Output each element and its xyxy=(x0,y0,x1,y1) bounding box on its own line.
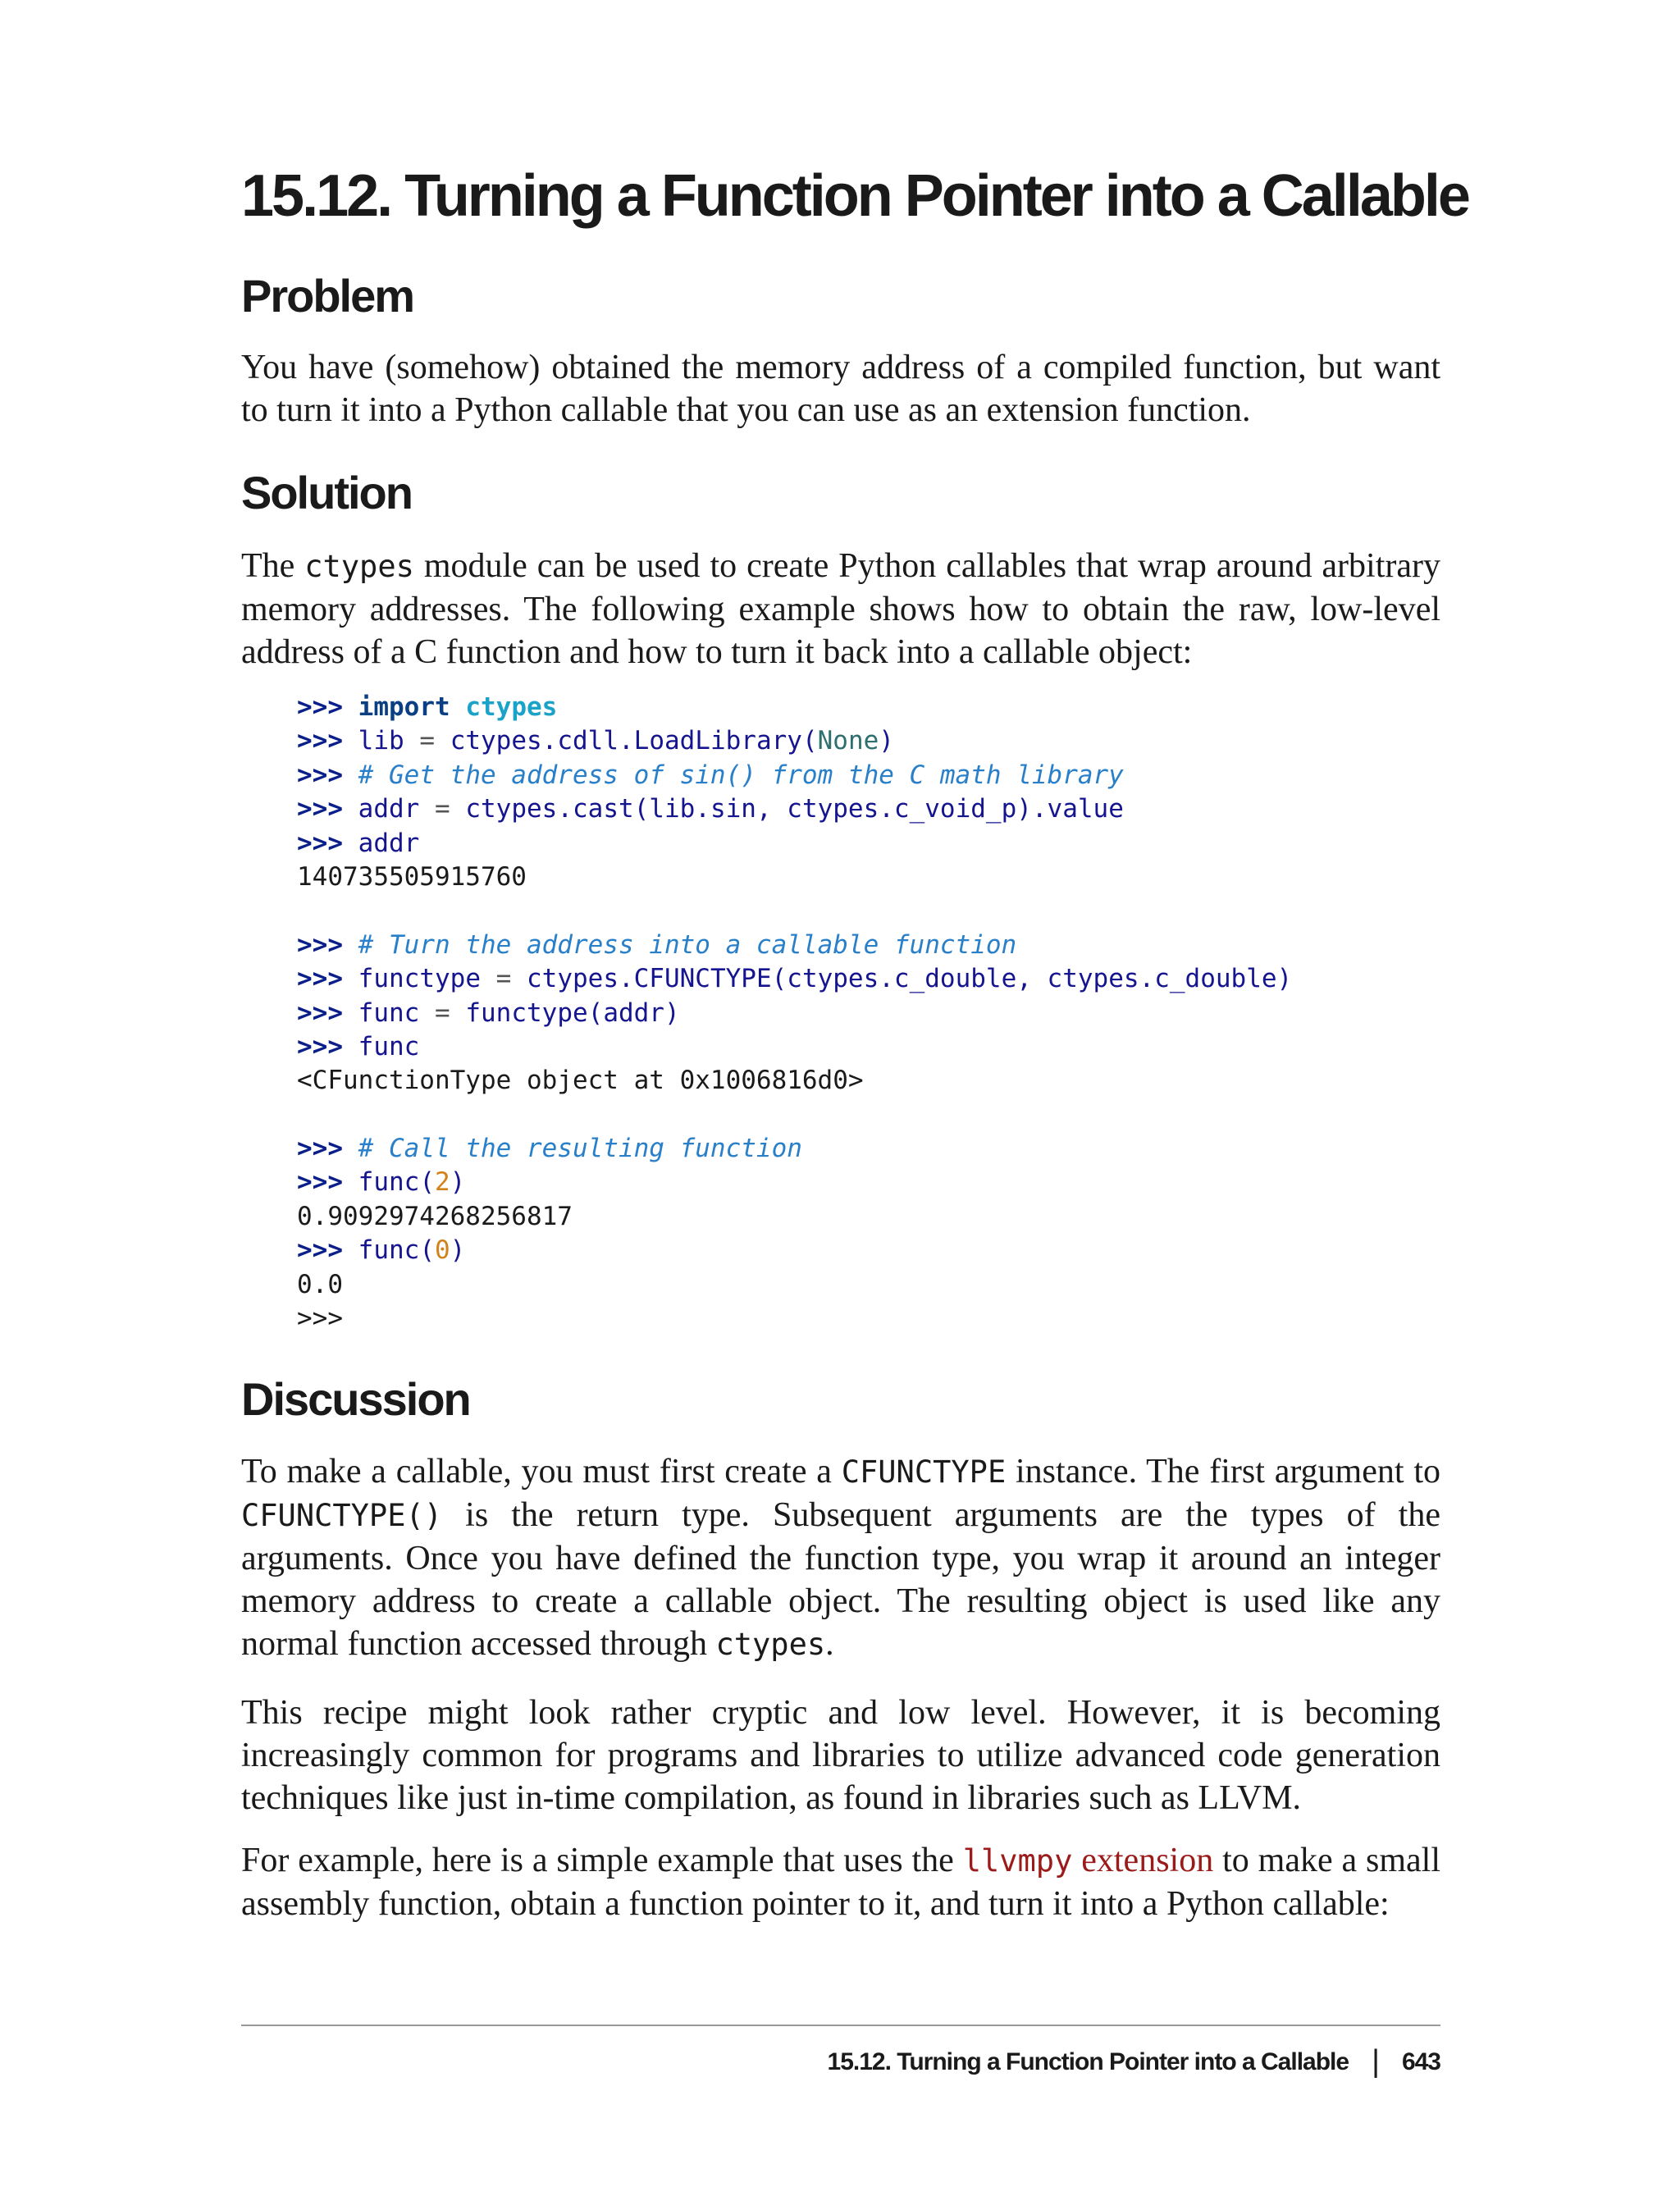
code-line-15: >>> func(2) xyxy=(297,1167,466,1198)
page-footer xyxy=(828,2044,1440,2079)
code-line-11: >>> func xyxy=(297,1031,420,1061)
code-line-2: >>> lib = ctypes.cdll.LoadLibrary(None) xyxy=(297,726,894,756)
code-output-addr: 140735505915760 xyxy=(297,861,527,892)
footer-separator: | xyxy=(1372,2044,1379,2079)
problem-title: Problem xyxy=(241,270,414,322)
code-output-call2: 0.0 xyxy=(297,1269,343,1299)
discussion-paragraph-3: For example, here is a simple example that uses the llvmpy extension to make a small assembly function, obtain a function pointer to it, and turn it into a Python callable: xyxy=(241,1842,1440,1923)
code-line-1: >>> import ctypes xyxy=(297,692,558,722)
code-line-17: >>> func(0) xyxy=(297,1235,466,1266)
code-line-14: >>> # Call the resulting function xyxy=(297,1134,802,1164)
code-line-4: >>> addr = ctypes.cast(lib.sin, ctypes.c_void_p).value xyxy=(297,794,1124,824)
solution-paragraph: The ctypes module can be used to create Python callables that wrap around arbitrary memory addresses. The following example shows how to obtain the raw, low-level address of a C function and how to turn it back into a callable object: xyxy=(241,547,1440,671)
code-listing xyxy=(297,691,1292,1335)
footer-title: 15.12. Turning a Function Pointer into a Callable xyxy=(827,2048,1349,2075)
llvmpy-extension-link[interactable]: llvmpy extension xyxy=(962,1842,1214,1879)
inline-code-cfunctype: CFUNCTYPE xyxy=(841,1454,1007,1490)
code-line-10: >>> func = functype(addr) xyxy=(297,998,680,1028)
discussion-paragraph-2: This recipe might look rather cryptic and low level. However, it is becoming increasingly common for programs and libraries to utilize advanced code generation techniques like just in-time compilation, as found in libraries such as LLVM. xyxy=(241,1694,1440,1817)
code-line-3: >>> # Get the address of sin() from the C math library xyxy=(297,760,1124,790)
code-line-5: >>> addr xyxy=(297,828,420,858)
code-blank-line xyxy=(297,1098,1292,1132)
discussion-paragraph-1: To make a callable, you must first create a CFUNCTYPE instance. The first argument to CFUNCTYPE() is the return type. Subsequent arguments are the types of the arguments. Once you have defined the function type, you wrap it around an integer memory address to create a callable object. The resulting object is used like any normal function accessed through ctypes. xyxy=(241,1453,1440,1663)
discussion-title: Discussion xyxy=(241,1373,470,1425)
solution-title: Solution xyxy=(241,467,412,518)
section-heading: 15.12. Turning a Function Pointer into a Callable xyxy=(241,163,1468,229)
code-line-9: >>> functype = ctypes.CFUNCTYPE(ctypes.c_double, ctypes.c_double) xyxy=(297,964,1293,994)
problem-text: You have (somehow) obtained the memory address of a compiled function, but want to turn it into a Python callable that you can use as an extension function. xyxy=(241,349,1440,429)
footer-rule xyxy=(241,2025,1440,2026)
code-output-call1: 0.9092974268256817 xyxy=(297,1201,573,1231)
code-line-8: >>> # Turn the address into a callable function xyxy=(297,929,1017,960)
code-blank-line xyxy=(297,894,1292,928)
inline-code-cfunctype-call: CFUNCTYPE() xyxy=(241,1498,443,1533)
inline-code-ctypes: ctypes xyxy=(304,549,414,584)
inline-code-ctypes: ctypes xyxy=(715,1627,826,1662)
page-number: 643 xyxy=(1401,2048,1440,2075)
code-final-prompt: >>> xyxy=(297,1303,343,1334)
code-output-func: <CFunctionType object at 0x1006816d0> xyxy=(297,1066,864,1096)
